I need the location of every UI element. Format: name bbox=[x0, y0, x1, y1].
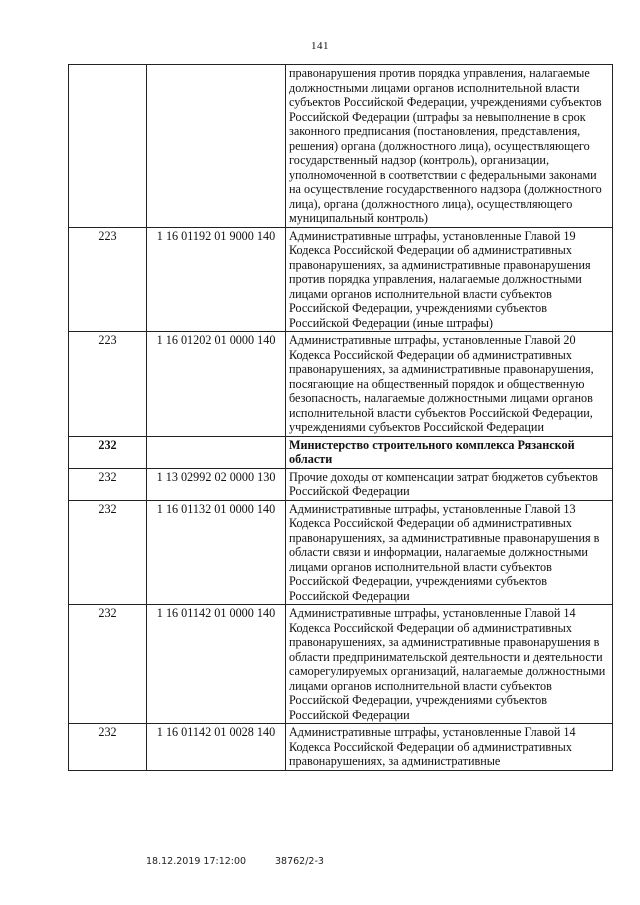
admin-code-cell: 232 bbox=[69, 605, 147, 724]
table-row bbox=[69, 468, 613, 500]
table-row bbox=[69, 724, 613, 771]
revenue-code-cell: 1 13 02992 02 0000 130 bbox=[147, 468, 286, 500]
revenue-name-cell: Прочие доходы от компенсации затрат бюджетов субъектов Российской Федерации bbox=[286, 468, 613, 500]
admin-code-cell bbox=[69, 65, 147, 228]
revenue-name-cell: Административные штрафы, установленные Главой 20 Кодекса Российской Федерации об административных правонарушениях, за административные правонарушения, посягающие на общественный порядок и общественную безопасность, налагаемые должностными лицами органов исполнительной власти субъектов Российской Федерации, учреждениями субъектов Российской Федерации bbox=[286, 332, 613, 437]
admin-code-cell: 232 bbox=[69, 468, 147, 500]
revenue-code-cell: 1 16 01142 01 0000 140 bbox=[147, 605, 286, 724]
print-timestamp: 18.12.2019 17:12:00 bbox=[146, 856, 247, 867]
admin-code-cell: 223 bbox=[69, 227, 147, 332]
revenue-code-cell: 1 16 01132 01 0000 140 bbox=[147, 500, 286, 605]
table-row bbox=[69, 500, 613, 605]
page-number: 141 bbox=[311, 40, 329, 52]
revenue-name-cell: Административные штрафы, установленные Главой 13 Кодекса Российской Федерации об административных правонарушениях, за административные правонарушения в области связи и информации, налагаемые должностными лицами органов исполнительной власти субъектов Российской Федерации, учреждениями субъектов Российской Федерации bbox=[286, 500, 613, 605]
revenue-name-cell: Административные штрафы, установленные Главой 19 Кодекса Российской Федерации об административных правонарушениях, за административные правонарушения против порядка управления, налагаемые должностными лицами органов исполнительной власти субъектов Российской Федерации, учреждениями субъектов Российской Федерации (иные штрафы) bbox=[286, 227, 613, 332]
revenue-code-cell: 1 16 01202 01 0000 140 bbox=[147, 332, 286, 437]
revenue-code-cell: 1 16 01192 01 9000 140 bbox=[147, 227, 286, 332]
revenue-name-cell: Административные штрафы, установленные Главой 14 Кодекса Российской Федерации об административных правонарушениях, за административные правонарушения в области предпринимательской деятельности и деятельности саморегулируемых организаций, налагаемые должностными лицами органов исполнительной власти субъектов Российской Федерации, учреждениями субъектов Российской Федерации bbox=[286, 605, 613, 724]
document-number: 38762/2-3 bbox=[275, 856, 324, 867]
revenue-code-cell: 1 16 01142 01 0028 140 bbox=[147, 724, 286, 771]
table-body bbox=[69, 65, 613, 771]
table-row bbox=[69, 605, 613, 724]
admin-code-cell: 232 bbox=[69, 724, 147, 771]
admin-code-cell: 232 bbox=[69, 500, 147, 605]
revenue-name-cell: правонарушения против порядка управления, налагаемые должностными лицами органов исполнительной власти субъектов Российской Федерации, учреждениями субъектов Российской Федерации (штрафы за невыполнение в срок законного предписания (постановления, представления, решения) органа (должностного лица), осуществляющего государственный надзор (контроль), организации, уполномоченной в соответствии с федеральными законами на осуществление государственного надзора (должностного лица), органа (должностного лица), осуществляющего муниципальный контроль) bbox=[286, 65, 613, 228]
table-row bbox=[69, 227, 613, 332]
revenue-code-cell bbox=[147, 65, 286, 228]
administrator-header-row bbox=[69, 436, 613, 468]
table-row bbox=[69, 65, 613, 228]
revenue-code-table bbox=[68, 64, 613, 771]
admin-code-cell: 223 bbox=[69, 332, 147, 437]
administrator-name-cell: Министерство строительного комплекса Рязанской области bbox=[286, 436, 613, 468]
admin-code-cell: 232 bbox=[69, 436, 147, 468]
revenue-name-cell: Административные штрафы, установленные Главой 14 Кодекса Российской Федерации об административных правонарушениях, за административные bbox=[286, 724, 613, 771]
table-row bbox=[69, 332, 613, 437]
revenue-code-cell bbox=[147, 436, 286, 468]
